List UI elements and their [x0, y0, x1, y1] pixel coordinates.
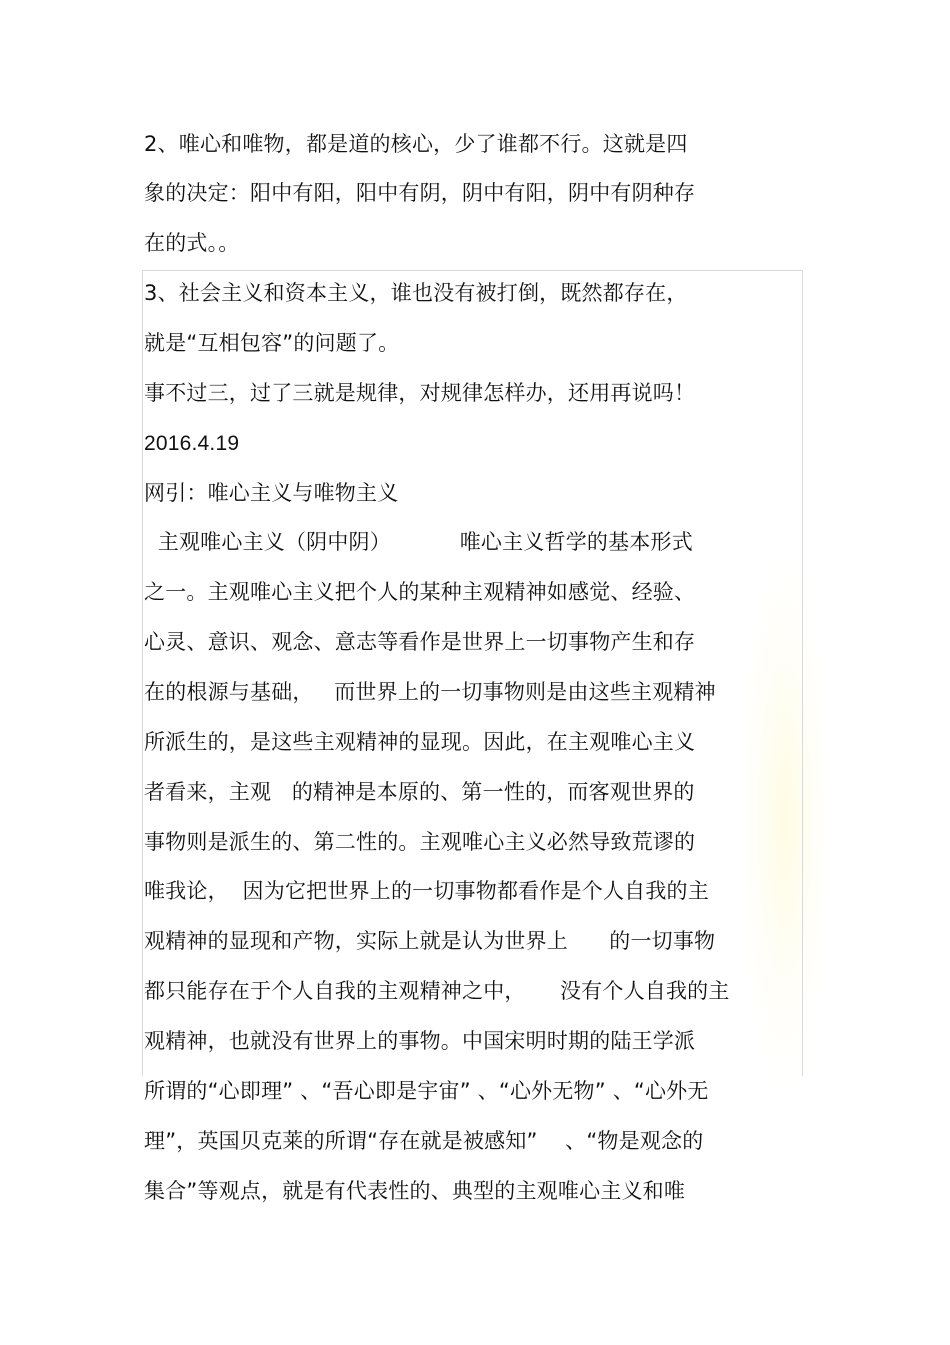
paragraph-line: 心灵、意识、观念、意志等看作是世界上一切事物产生和存	[144, 630, 696, 654]
paragraph-line: 集合”等观点，就是有代表性的、典型的主观唯心主义和唯	[144, 1179, 686, 1203]
paragraph-line: 理”，英国贝克莱的所谓“存在就是被感知” 、“物是观念的	[144, 1129, 704, 1153]
paragraph-line: 在的根源与基础， 而世界上的一切事物则是由这些主观精神	[144, 680, 716, 704]
paragraph-line: 在的式。。	[144, 231, 240, 255]
paragraph-line: 事物则是派生的、第二性的。主观唯心主义必然导致荒谬的	[144, 830, 696, 854]
date-line: 2016.4.19	[144, 432, 240, 455]
paragraph-line: 观精神，也就没有世界上的事物。中国宋明时期的陆王学派	[144, 1029, 696, 1053]
paragraph-line: 2、唯心和唯物，都是道的核心，少了谁都不行。这就是四	[144, 132, 688, 156]
paragraph-line: 所派生的，是这些主观精神的显现。因此，在主观唯心主义	[144, 730, 696, 754]
paragraph-line: 主观唯心主义（阴中阴） 唯心主义哲学的基本形式	[144, 530, 693, 554]
paragraph-line: 都只能存在于个人自我的主观精神之中， 没有个人自我的主	[144, 979, 730, 1003]
paragraph-line: 之一。主观唯心主义把个人的某种主观精神如感觉、经验、	[144, 580, 696, 604]
paragraph-line: 象的决定：阳中有阳，阳中有阴，阴中有阳，阴中有阴种存	[144, 181, 696, 205]
paragraph-line: 就是“互相包容”的问题了。	[144, 331, 400, 355]
paragraph-line: 3、社会主义和资本主义，谁也没有被打倒，既然都存在，	[144, 281, 688, 305]
paragraph-line: 唯我论， 因为它把世界上的一切事物都看作是个人自我的主	[144, 879, 709, 903]
paragraph-line: 者看来，主观 的精神是本原的、第一性的，而客观世界的	[144, 780, 695, 804]
source-line: 网引：唯心主义与唯物主义	[144, 481, 399, 505]
paragraph-line: 所谓的“心即理” 、“吾心即是宇宙” 、“心外无物” 、“心外无	[144, 1079, 709, 1103]
paragraph-line: 观精神的显现和产物，实际上就是认为世界上 的一切事物	[144, 929, 716, 953]
paragraph-line: 事不过三，过了三就是规律，对规律怎样办，还用再说吗！	[144, 381, 696, 405]
